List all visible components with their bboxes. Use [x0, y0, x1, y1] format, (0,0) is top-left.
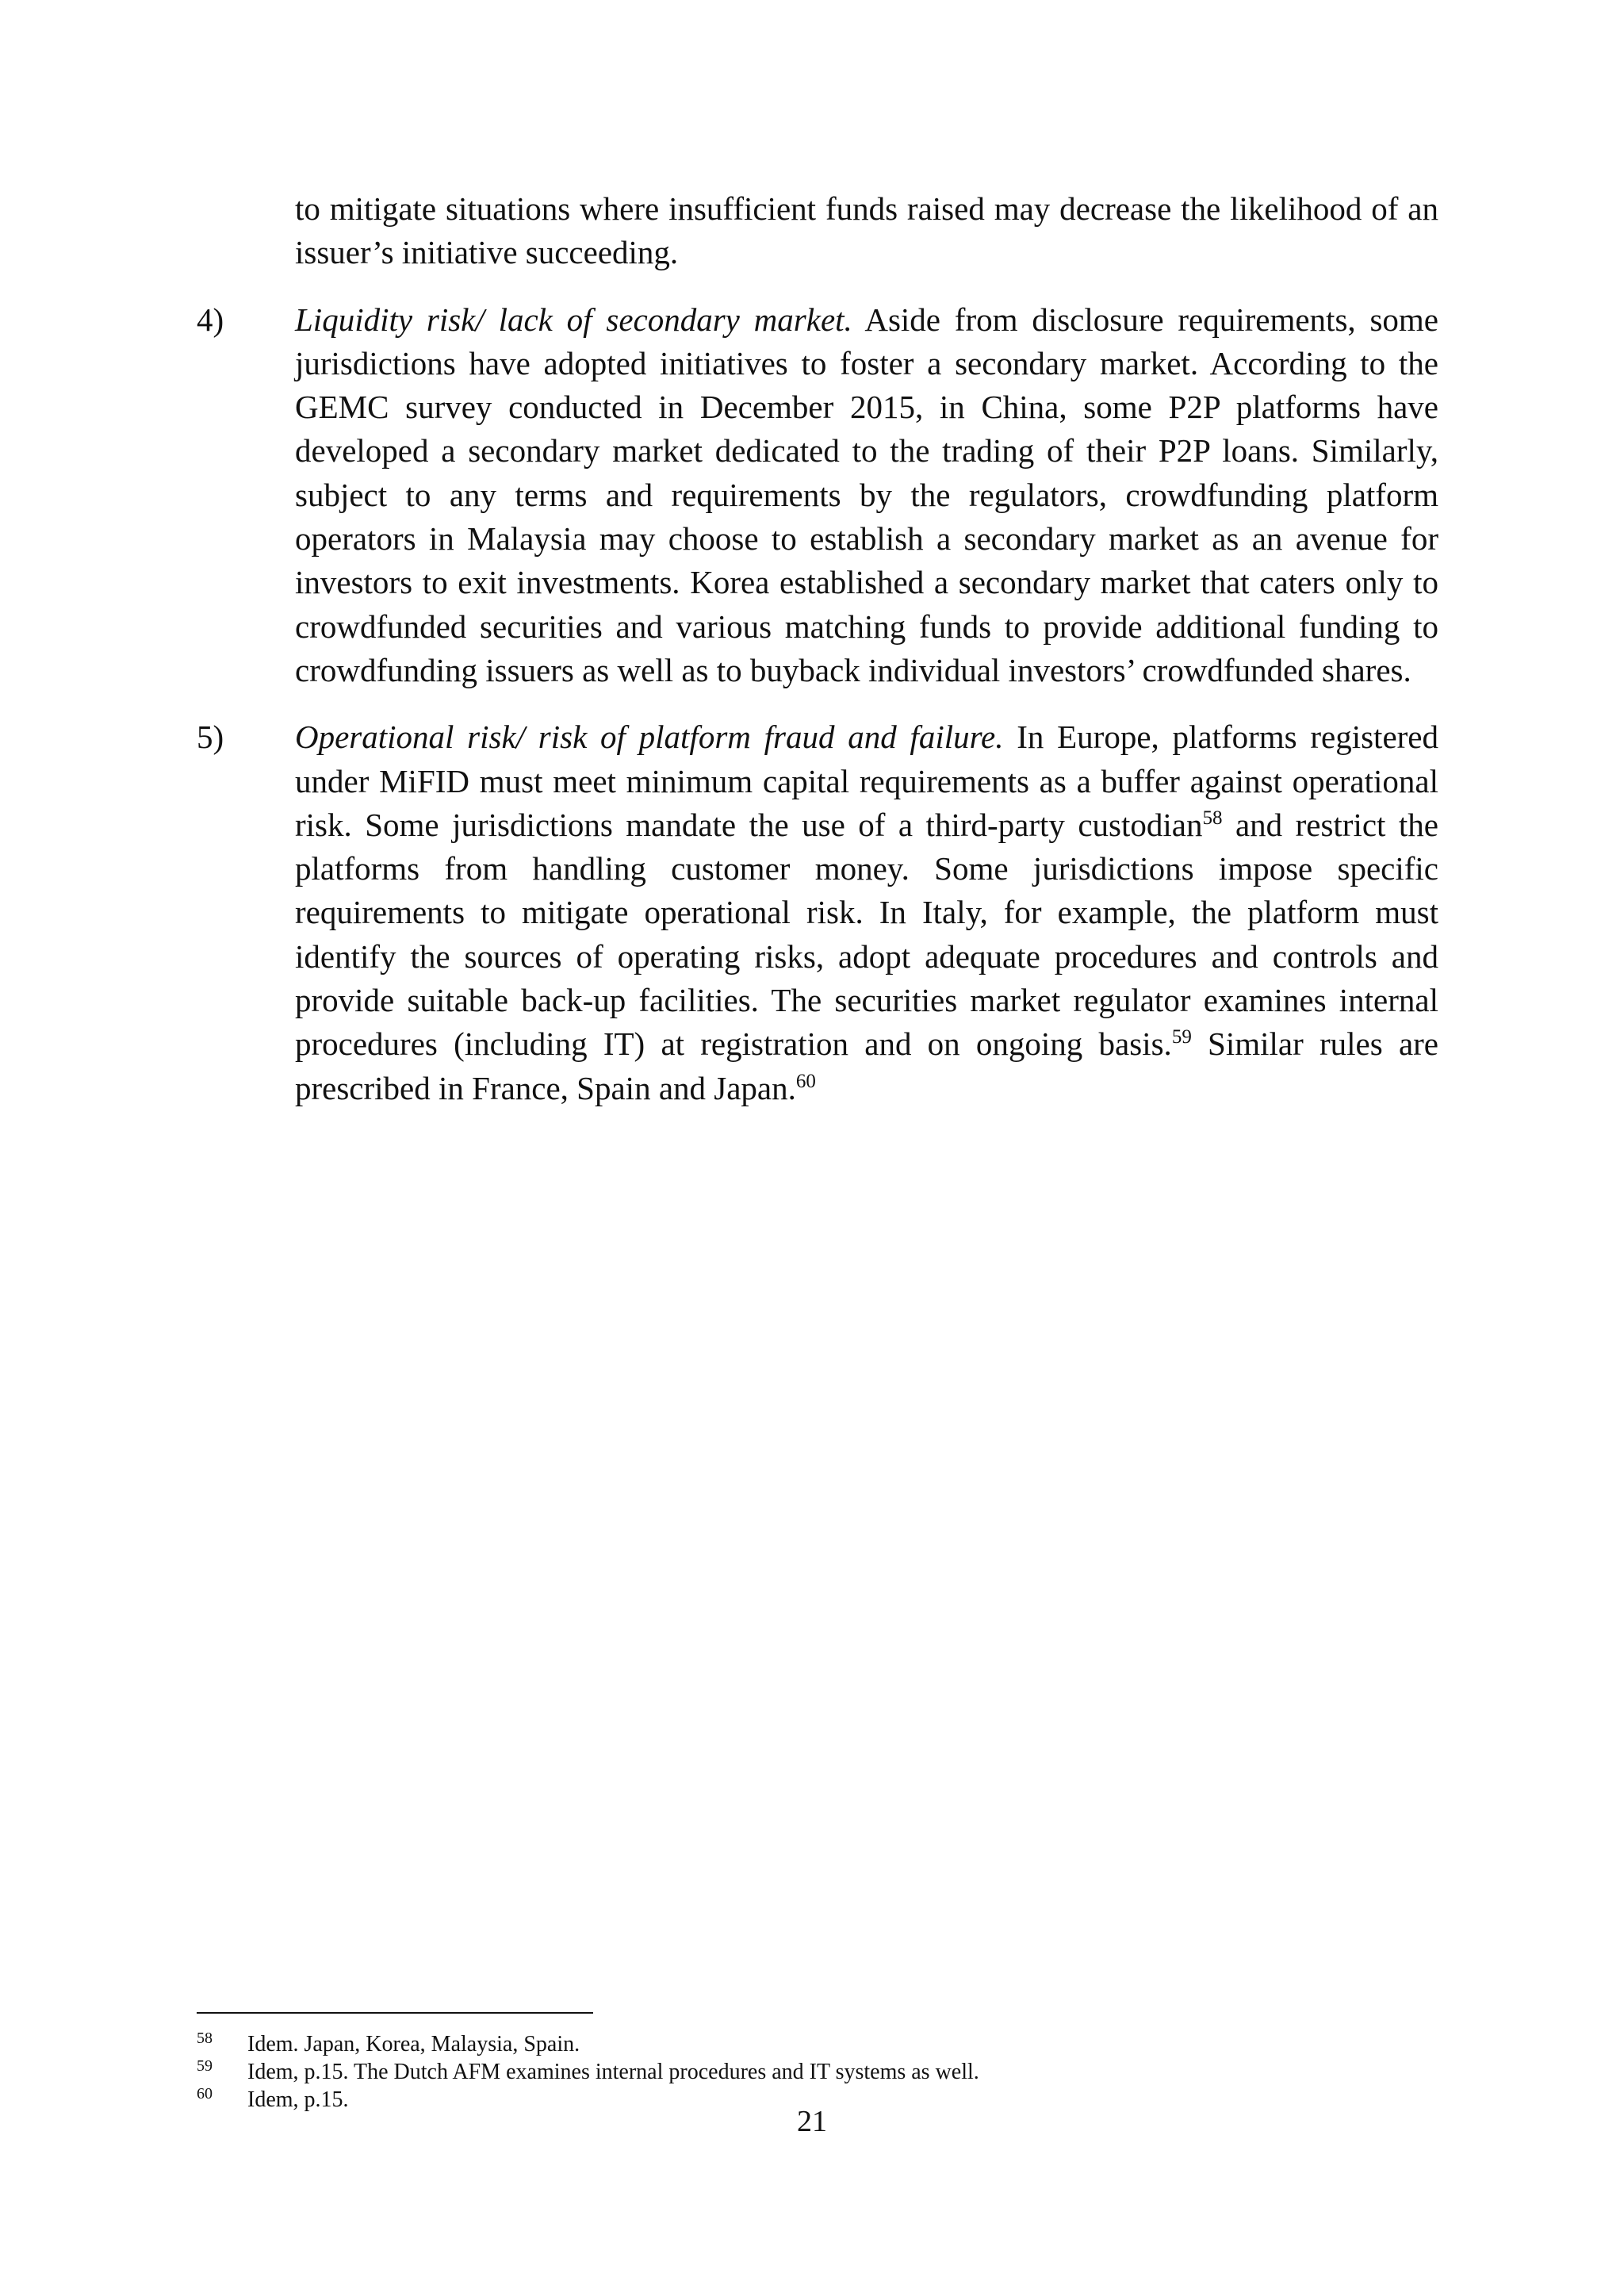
list-item-lead: Liquidity risk/ lack of secondary market. [295, 301, 852, 338]
footnote-text: Idem, p.15. The Dutch AFM examines internal procedures and IT systems as well. [247, 2060, 979, 2084]
list-item-text: and restrict the platforms from handling customer money. Some jurisdictions impose specific requirements to mitigate operational risk. In Italy, for example, the platform must identify the sources of operating risks, adopt adequate procedures and controls and provide suitable back-up facilities. The securities market regulator examines internal procedures (including IT) at registration and on ongoing basis. [295, 806, 1438, 1063]
list-item-text: In Europe, platforms registered under MiFID must meet minimum capital requirements as a buffer against operational risk. Some jurisdictions mandate the use of a third-party custodian [295, 719, 1439, 843]
footnote-number: 60 [197, 2085, 213, 2102]
footnote-reference-60[interactable]: 60 [795, 1070, 816, 1092]
list-item-number: 5) [197, 719, 224, 756]
continuation-paragraph: to mitigate situations where insufficient funds raised may decrease the likelihood of an issuer’s initiative succeeding. [295, 190, 1438, 271]
footnote-text: Idem, p.15. [247, 2087, 349, 2112]
footnote-reference-58[interactable]: 58 [1202, 807, 1223, 829]
footnote-58 [197, 2030, 1438, 2058]
footnote-separator [197, 2012, 593, 2014]
footnote-reference-59[interactable]: 59 [1171, 1026, 1192, 1048]
footnotes [197, 2030, 1438, 2114]
footnote-text: Idem. Japan, Korea, Malaysia, Spain. [247, 2032, 580, 2056]
list-item-lead: Operational risk/ risk of platform fraud and failure. [295, 719, 1004, 756]
page-number: 21 [797, 2105, 827, 2138]
list-item-number: 4) [197, 301, 224, 338]
main-text [197, 187, 1438, 1110]
footnote-number: 58 [197, 2030, 213, 2047]
list-item-liquidity-risk [197, 298, 1438, 693]
list-item-text: Aside from disclosure requirements, some jurisdictions have adopted initiatives to foster a secondary market. According to the GEMC survey conducted in December 2015, in China, some P2P platforms have developed a secondary market dedicated to the trading of their P2P loans. Similarly, subject to any terms and requirements by the regulators, crowdfunding platform operators in Malaysia may choose to establish a secondary market as an avenue for investors to exit investments. Korea established a secondary market that caters only to crowdfunded securities and various matching funds to provide additional funding to crowdfunding issuers as well as to buyback individual investors’ crowdfunded shares. [295, 301, 1438, 688]
list-item-text: Similar rules are prescribed in France, Spain and Japan. [295, 1025, 1438, 1106]
footnote-number: 59 [197, 2057, 213, 2075]
footnote-59 [197, 2058, 1438, 2086]
list-item-operational-risk [197, 715, 1438, 1110]
